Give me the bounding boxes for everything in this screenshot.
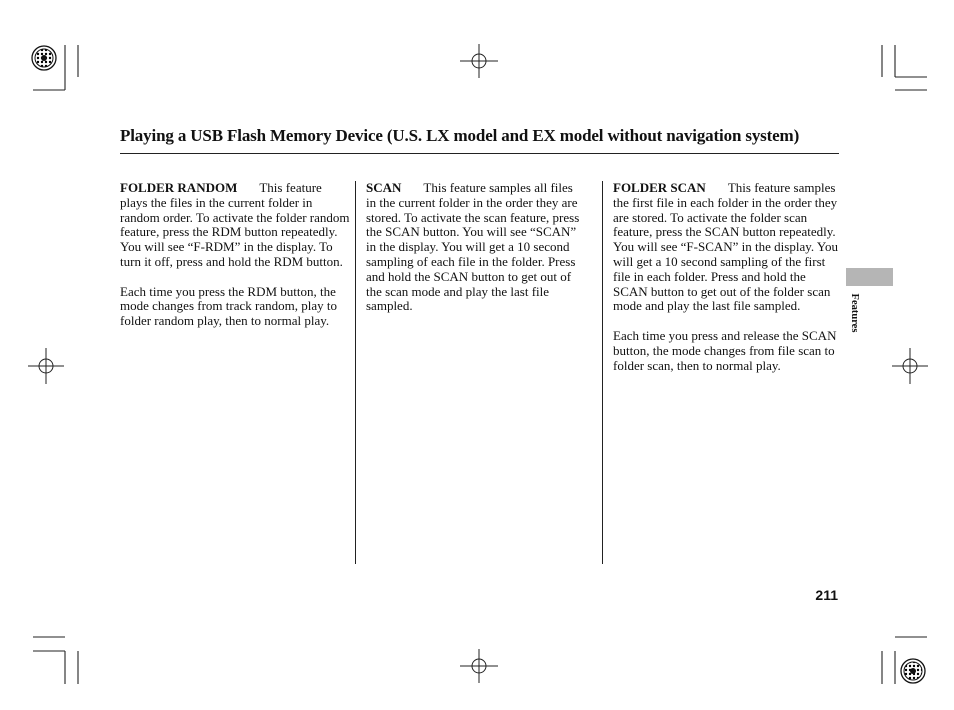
title-divider: [120, 153, 839, 154]
column-divider: [602, 181, 603, 564]
column-folder-random: [120, 181, 352, 329]
registration-target-icon: [901, 659, 925, 683]
paragraph: Each time you press the RDM button, the mode changes from track random, play to folder random play, then to normal play.: [120, 283, 337, 329]
section-tab: [846, 268, 893, 286]
paragraph: Each time you press and release the SCAN button, the mode changes from file scan to folder scan, then to normal play.: [613, 327, 837, 373]
paragraph: [613, 181, 841, 314]
crosshair-icon: [28, 348, 64, 384]
registration-target-icon: [32, 46, 56, 70]
crosshair-icon: [460, 44, 498, 78]
section-tab-label: Features: [849, 293, 860, 333]
paragraph-text: This feature samples all files in the current folder in the order they are stored. To activate the scan feature, press the SCAN button. You will see “SCAN” in the display. You will get a 10 second sampling of each file in the folder. Press and hold the SCAN button to get out of the scan mode and play the last file sampled.: [366, 180, 580, 314]
bottom-left-corner-marks: [33, 637, 78, 684]
paragraph-text: This feature plays the files in the current folder in random order. To activate the folder random feature, press the RDM button repeatedly. You will see “F-RDM” in the display. To turn it off, press and hold the RDM button.: [120, 180, 350, 269]
page-title: Playing a USB Flash Memory Device (U.S. LX model and EX model without navigation system): [120, 126, 800, 145]
column-folder-scan: [613, 181, 841, 373]
section-heading: FOLDER RANDOM: [120, 180, 238, 195]
page-number: 211: [815, 587, 838, 603]
paragraph-text: This feature samples the first file in each folder in the order they are stored. To activate the folder scan feature, press the SCAN button repeatedly. You will see “F-SCAN” in the display. You will get a 10 second sampling of the first file in each folder. Press and hold the SCAN button to get out of the folder scan mode and play the last file sampled.: [613, 180, 838, 314]
paragraph: [366, 181, 584, 314]
paragraph: [120, 181, 352, 270]
section-heading: FOLDER SCAN: [613, 180, 706, 195]
top-right-corner-marks: [882, 45, 927, 90]
section-heading: SCAN: [366, 180, 402, 195]
column-scan: [366, 181, 584, 314]
crosshair-icon: [460, 649, 498, 683]
crosshair-icon: [892, 348, 928, 384]
column-divider: [355, 181, 356, 564]
